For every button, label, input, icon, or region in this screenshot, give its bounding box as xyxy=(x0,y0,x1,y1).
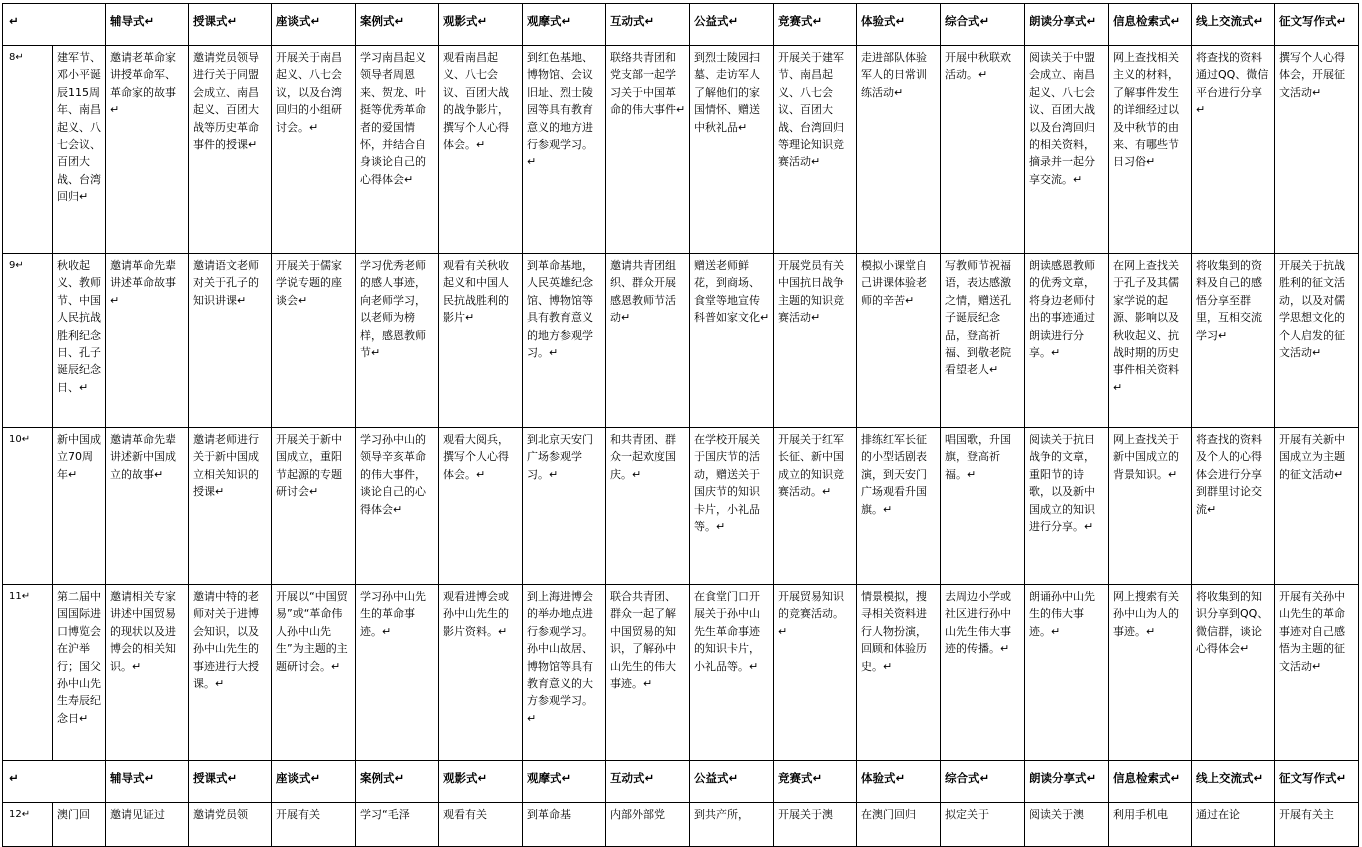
activity-cell: 联络共青团和党支部一起学习关于中国革命的伟大事件↵ xyxy=(606,46,690,254)
activity-cell: 到烈士陵园扫墓、走访军人了解他们的家国情怀、赠送中秋礼品↵ xyxy=(690,46,774,254)
column-header: 授课式↵ xyxy=(189,761,272,803)
activity-cell: 观看进博会或孙中山先生的影片资料。↵ xyxy=(439,585,523,761)
column-header: 观摩式↵ xyxy=(523,4,606,46)
activity-cell: 学习优秀老师的感人事迹，向老师学习，以老师为榜样，感恩教师节↵ xyxy=(356,254,439,428)
table-row xyxy=(3,254,1359,428)
activity-cell: 到革命基地，人民英雄纪念馆、博物馆等具有教育意义的地方参观学习。↵ xyxy=(523,254,606,428)
activity-cell: 开展有关新中国成立为主题的征文活动↵ xyxy=(1275,428,1359,585)
column-header: 征文写作式↵ xyxy=(1275,761,1359,803)
activity-cell: 网上查找相关主义的材料，了解事件发生的详细经过以及中秋节的由来、有哪些节日习俗↵ xyxy=(1109,46,1192,254)
activity-cell: 开展关于儒家学说专题的座谈会↵ xyxy=(272,254,356,428)
column-header: 综合式↵ xyxy=(941,761,1025,803)
activity-cell: 将查找的资料通过QQ、微信平台进行分享↵ xyxy=(1192,46,1275,254)
column-header: 公益式↵ xyxy=(690,4,774,46)
activity-cell: 开展有关 xyxy=(272,803,356,847)
activity-cell: 排练红军长征的小型话剧表演，到天安门广场观看升国旗。↵ xyxy=(857,428,941,585)
activity-cell: 邀请革命先辈讲述新中国成立的故事↵ xyxy=(106,428,189,585)
activity-cell: 观看南昌起义、八七会议、百团大战的战争影片，撰写个人心得体会。↵ xyxy=(439,46,523,254)
activity-cell: 撰写个人心得体会，开展征文活动↵ xyxy=(1275,46,1359,254)
activity-cell: 开展以“中国贸易”或“革命伟人孙中山先生”为主题的主题研讨会。↵ xyxy=(272,585,356,761)
activity-cell: 阅读关于中盟会成立、南昌起义、八七会议、百团大战以及台湾回归的相关资料，摘录并一起分享交流。↵ xyxy=(1025,46,1109,254)
activity-cell: 到上海进博会的举办地点进行参观学习。孙中山故居、博物馆等具有教育意义的大方参观学习。↵ xyxy=(523,585,606,761)
activity-cell: 邀请党员领导进行关于同盟会成立、南昌起义、百团大战等历史革命事件的授课↵ xyxy=(189,46,272,254)
column-header: 线上交流式↵ xyxy=(1192,761,1275,803)
row-number: 12↵ xyxy=(3,803,53,847)
table-row xyxy=(3,428,1359,585)
column-header: 观影式↵ xyxy=(439,4,523,46)
activity-cell: 学习孙中山先生的革命事迹。↵ xyxy=(356,585,439,761)
column-header: 座谈式↵ xyxy=(272,761,356,803)
column-header: 互动式↵ xyxy=(606,4,690,46)
activity-cell: 到共产所， xyxy=(690,803,774,847)
schedule-table xyxy=(2,3,1359,847)
table-row xyxy=(3,803,1359,847)
activity-cell: 通过在论 xyxy=(1192,803,1275,847)
activity-cell: 和共青团、群众一起欢度国庆。↵ xyxy=(606,428,690,585)
header-row xyxy=(3,4,1359,46)
event-cell: 第二届中国国际进口博览会在沪举行；国父孙中山先生寿辰纪念日↵ xyxy=(53,585,106,761)
column-header: 朗读分享式↵ xyxy=(1025,761,1109,803)
activity-cell: 在食堂门口开展关于孙中山先生革命事迹的知识卡片，小礼品等。↵ xyxy=(690,585,774,761)
column-header: 观摩式↵ xyxy=(523,761,606,803)
column-header: 信息检索式↵ xyxy=(1109,4,1192,46)
activity-cell: 邀请见证过 xyxy=(106,803,189,847)
activity-cell: 走进部队体验军人的日常训练活动↵ xyxy=(857,46,941,254)
activity-cell: 将收集到的知识分享到QQ、微信群，谈论心得体会↵ xyxy=(1192,585,1275,761)
column-header: 综合式↵ xyxy=(941,4,1025,46)
activity-cell: 阅读关于澳 xyxy=(1025,803,1109,847)
row-number: 10↵ xyxy=(3,428,53,585)
header-corner-cell: ↵ xyxy=(3,761,106,803)
activity-cell: 开展关于抗战胜利的征文活动，以及对儒学思想文化的个人启发的征文活动↵ xyxy=(1275,254,1359,428)
activity-cell: 将查找的资料及个人的心得体会进行分享到群里讨论交流↵ xyxy=(1192,428,1275,585)
column-header: 辅导式↵ xyxy=(106,4,189,46)
column-header: 案例式↵ xyxy=(356,4,439,46)
activity-cell: 开展关于建军节、南昌起义、八七会议、百团大战、台湾回归等理论知识竞赛活动↵ xyxy=(774,46,857,254)
activity-cell: 邀请革命先辈讲述革命故事↵ xyxy=(106,254,189,428)
activity-cell: 赠送老师鲜花，到商场、食堂等地宣传科普如家文化↵ xyxy=(690,254,774,428)
activity-cell: 开展关于澳 xyxy=(774,803,857,847)
activity-cell: 去周边小学或社区进行孙中山先生伟大事迹的传播。↵ xyxy=(941,585,1025,761)
activity-cell: 开展党员有关中国抗日战争主题的知识竞赛活动↵ xyxy=(774,254,857,428)
activity-cell: 利用手机电 xyxy=(1109,803,1192,847)
activity-cell: 唱国歌，升国旗，登高祈福。↵ xyxy=(941,428,1025,585)
column-header: 信息检索式↵ xyxy=(1109,761,1192,803)
table-row xyxy=(3,46,1359,254)
column-header: 线上交流式↵ xyxy=(1192,4,1275,46)
activity-cell: 学习南昌起义领导者周恩来、贺龙、叶挺等优秀革命者的爱国情怀，并结合自身谈论自己的心得体会↵ xyxy=(356,46,439,254)
column-header: 体验式↵ xyxy=(857,4,941,46)
column-header: 座谈式↵ xyxy=(272,4,356,46)
row-number: 9↵ xyxy=(3,254,53,428)
column-header: 案例式↵ xyxy=(356,761,439,803)
activity-cell: 开展关于红军长征、新中国成立的知识竞赛活动。↵ xyxy=(774,428,857,585)
activity-cell: 联合共青团、群众一起了解中国贸易的知识，了解孙中山先生的伟大事迹。↵ xyxy=(606,585,690,761)
activity-cell: 邀请共青团组织、群众开展感恩教师节活动↵ xyxy=(606,254,690,428)
activity-cell: 开展有关主 xyxy=(1275,803,1359,847)
activity-cell: 观看有关秋收起义和中国人民抗战胜利的影片↵ xyxy=(439,254,523,428)
activity-cell: 内部外部党 xyxy=(606,803,690,847)
activity-cell: 在网上查找关于孔子及其儒家学说的起源、影响以及秋收起义、抗战时期的历史事件相关资料↵ xyxy=(1109,254,1192,428)
event-cell: 新中国成立70周年↵ xyxy=(53,428,106,585)
activity-cell: 到红色基地、博物馆、会议旧址、烈士陵园等具有教育意义的地方进行参观学习。↵ xyxy=(523,46,606,254)
activity-cell: 邀请语文老师对关于孔子的知识讲课↵ xyxy=(189,254,272,428)
activity-cell: 情景模拟，搜寻相关资料进行人物扮演，回顾和体验历史。↵ xyxy=(857,585,941,761)
event-cell: 秋收起义、教师节、中国人民抗战胜利纪念日、孔子诞辰纪念日、↵ xyxy=(53,254,106,428)
column-header: 授课式↵ xyxy=(189,4,272,46)
activity-cell: 开展关于新中国成立，重阳节起源的专题研讨会↵ xyxy=(272,428,356,585)
column-header: 体验式↵ xyxy=(857,761,941,803)
activity-cell: 邀请老师进行关于新中国成立相关知识的授课↵ xyxy=(189,428,272,585)
column-header: 辅导式↵ xyxy=(106,761,189,803)
column-header: 观影式↵ xyxy=(439,761,523,803)
row-number: 8↵ xyxy=(3,46,53,254)
activity-cell: 将收集到的资料及自己的感悟分享至群里，互相交流学习↵ xyxy=(1192,254,1275,428)
activity-cell: 在学校开展关于国庆节的活动，赠送关于国庆节的知识卡片，小礼品等。↵ xyxy=(690,428,774,585)
column-header: 竞赛式↵ xyxy=(774,761,857,803)
activity-cell: 到革命基 xyxy=(523,803,606,847)
activity-cell: 观看有关 xyxy=(439,803,523,847)
event-cell: 建军节、邓小平诞辰115周年、南昌起义、八七会议、百团大战、台湾回归↵ xyxy=(53,46,106,254)
column-header: 征文写作式↵ xyxy=(1275,4,1359,46)
activity-cell: 邀请相关专家讲述中国贸易的现状以及进博会的相关知识。↵ xyxy=(106,585,189,761)
activity-cell: 邀请党员领 xyxy=(189,803,272,847)
activity-cell: 学习“毛泽 xyxy=(356,803,439,847)
header-corner-cell: ↵ xyxy=(3,4,106,46)
activity-cell: 写教师节祝福语，表达感激之情，赠送孔子诞辰纪念品，登高祈福、到敬老院看望老人↵ xyxy=(941,254,1025,428)
column-header: 竞赛式↵ xyxy=(774,4,857,46)
activity-cell: 学习孙中山的领导辛亥革命的伟大事件，谈论自己的心得体会↵ xyxy=(356,428,439,585)
activity-cell: 观看大阅兵，撰写个人心得体会。↵ xyxy=(439,428,523,585)
activity-cell: 网上查找关于新中国成立的背景知识。↵ xyxy=(1109,428,1192,585)
activity-cell: 到北京天安门广场参观学习。↵ xyxy=(523,428,606,585)
activity-cell: 开展中秋联欢活动。↵ xyxy=(941,46,1025,254)
activity-cell: 网上搜索有关孙中山为人的事迹。↵ xyxy=(1109,585,1192,761)
activity-cell: 邀请老革命家讲授革命军、革命家的故事↵ xyxy=(106,46,189,254)
column-header: 互动式↵ xyxy=(606,761,690,803)
event-cell: 澳门回 xyxy=(53,803,106,847)
activity-cell: 模拟小课堂自己讲课体验老师的辛苦↵ xyxy=(857,254,941,428)
activity-cell: 在澳门回归 xyxy=(857,803,941,847)
activity-cell: 邀请中特的老师对关于进博会知识，以及孙中山先生的事迹进行大授课。↵ xyxy=(189,585,272,761)
column-header: 公益式↵ xyxy=(690,761,774,803)
table-row xyxy=(3,585,1359,761)
activity-cell: 开展贸易知识的竞赛活动。↵ xyxy=(774,585,857,761)
activity-cell: 阅读关于抗日战争的文章，重阳节的诗歌，以及新中国成立的知识进行分享。↵ xyxy=(1025,428,1109,585)
row-number: 11↵ xyxy=(3,585,53,761)
activity-cell: 朗诵孙中山先生的伟大事迹。↵ xyxy=(1025,585,1109,761)
activity-cell: 开展关于南昌起义、八七会议，以及台湾回归的小组研讨会。↵ xyxy=(272,46,356,254)
header-row xyxy=(3,761,1359,803)
activity-cell: 拟定关于 xyxy=(941,803,1025,847)
activity-cell: 朗读感恩教师的优秀文章，将身边老师付出的事迹通过朗读进行分享。↵ xyxy=(1025,254,1109,428)
activity-cell: 开展有关孙中山先生的革命事迹对自己感悟为主题的征文活动↵ xyxy=(1275,585,1359,761)
column-header: 朗读分享式↵ xyxy=(1025,4,1109,46)
